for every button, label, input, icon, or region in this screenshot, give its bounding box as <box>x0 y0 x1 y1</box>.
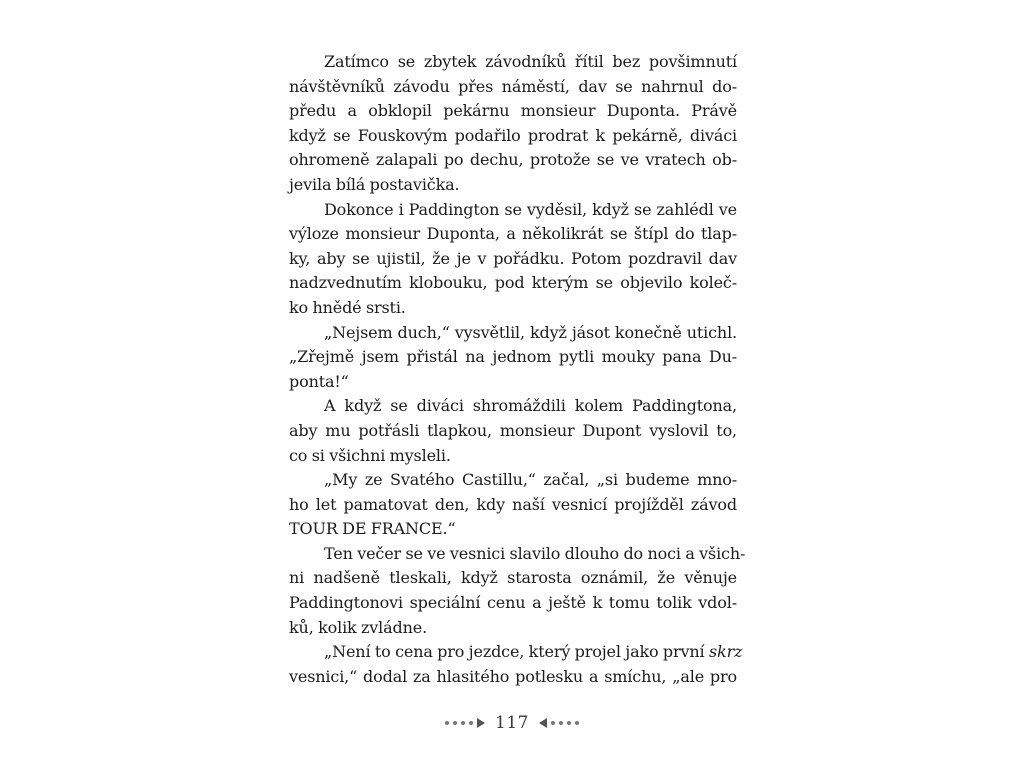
text-line: ky, aby se ujistil, že je v pořádku. Potom pozdravil dav <box>289 248 737 268</box>
text-line: jevila bílá postavička. <box>289 174 460 194</box>
text-line: Ten večer se ve vesnici slavilo dlouho do noci a všich- <box>324 543 746 563</box>
text-line: TOUR DE FRANCE.“ <box>289 519 456 539</box>
text-line: A když se diváci shromáždili kolem Paddingtona, <box>324 396 737 416</box>
text-line: ho let pamatovat den, kdy naší vesnicí projížděl závod <box>289 494 737 514</box>
text-line <box>289 640 743 665</box>
text-line: Dokonce i Paddington se vyděsil, když se zahlédl ve <box>324 199 737 219</box>
text-line: vesnici,“ dodal za hlasitého potlesku a smíchu, „ale pro <box>289 666 737 686</box>
page-number: 117 <box>495 713 529 733</box>
text-line: návštěvníků závodu přes náměstí, dav se nahrnul do- <box>289 76 737 96</box>
text-line: ků, kolik zvládne. <box>289 617 428 637</box>
text-line: „Zřejmě jsem přistál na jednom pytli mouky pana Du- <box>289 347 737 367</box>
text-line: co si všichni mysleli. <box>289 445 451 465</box>
text-line: aby mu potřásli tlapkou, monsieur Dupont vyslovil to, <box>289 420 737 440</box>
text-line: ko hnědé srsti. <box>289 297 406 317</box>
text-line: ni nadšeně tleskali, když starosta oznámil, že věnuje <box>289 568 737 588</box>
text-block <box>289 50 746 689</box>
italic-word: skrz <box>708 642 743 662</box>
text-line: Zatímco se zbytek závodníků řítil bez povšimnutí <box>324 52 737 71</box>
text-line: ponta!“ <box>289 371 349 391</box>
text-line: nadzvednutím klobouku, pod kterým se objevilo koleč- <box>289 273 737 293</box>
ornament-right-icon <box>539 718 579 728</box>
text-line: předu a obklopil pekárnu monsieur Duponta. Právě <box>289 101 737 121</box>
text-line: „Nejsem duch,“ vysvětlil, když jásot konečně utichl. <box>324 322 737 342</box>
text-fragment: „Není to cena pro jezdce, který projel jako první <box>324 642 709 662</box>
page-footer <box>0 713 1024 733</box>
ornament-left-icon <box>445 718 485 728</box>
text-line: ohromeně zalapali po dechu, protože se ve vratech ob- <box>289 150 737 170</box>
text-line: když se Fouskovým podařilo prodrat k pekárně, diváci <box>289 125 737 145</box>
text-line: „My ze Svatého Castillu,“ začal, „si budeme mno- <box>324 470 737 490</box>
text-line: Paddingtonovi speciální cenu a ještě k tomu tolik vdol- <box>289 593 737 613</box>
text-line: výloze monsieur Duponta, a několikrát se štípl do tlap- <box>289 224 737 244</box>
